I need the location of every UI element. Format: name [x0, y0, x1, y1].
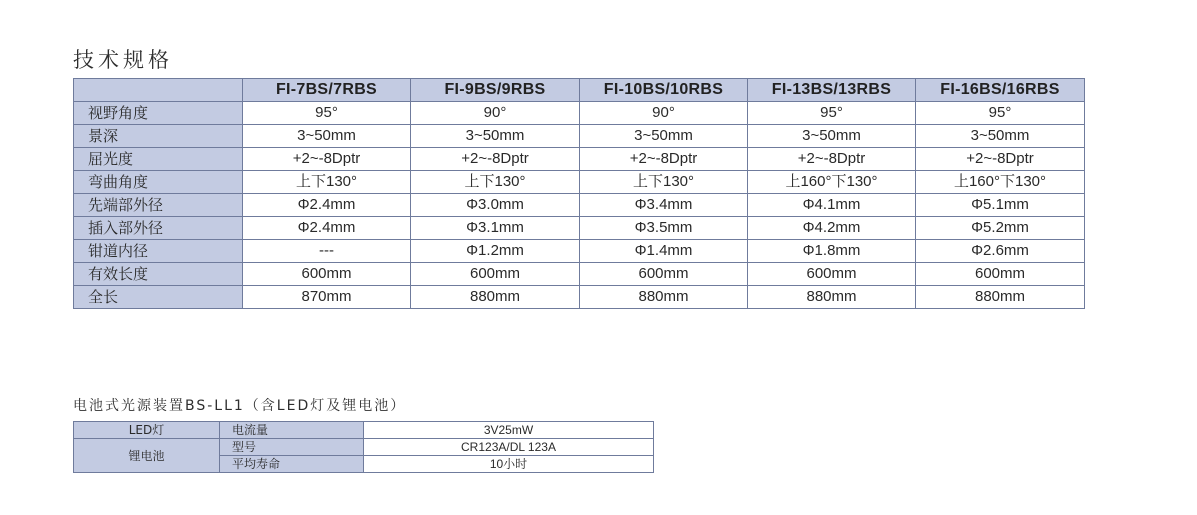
spec-cell: 90° [580, 102, 748, 125]
row-label: 全长 [74, 286, 243, 309]
spec-cell: 600mm [580, 263, 748, 286]
spec-cell: --- [243, 240, 411, 263]
spec-cell: 880mm [411, 286, 580, 309]
row-label: 电流量 [220, 422, 364, 439]
spec-cell: Φ3.0mm [411, 194, 580, 217]
spec-header-corner [74, 79, 243, 102]
spec-cell: 3~50mm [580, 125, 748, 148]
spec-cell: 95° [916, 102, 1085, 125]
spec-cell: 3~50mm [411, 125, 580, 148]
model-header: FI-9BS/9RBS [411, 79, 580, 102]
spec-table [73, 78, 1085, 309]
spec-cell: 600mm [748, 263, 916, 286]
battery-label: 锂电池 [74, 439, 220, 473]
row-label: 型号 [220, 439, 364, 456]
spec-cell: Φ2.4mm [243, 194, 411, 217]
spec-cell: 870mm [243, 286, 411, 309]
spec-cell: Φ3.5mm [580, 217, 748, 240]
spec-cell: 上下130° [580, 171, 748, 194]
spec-cell: Φ1.2mm [411, 240, 580, 263]
table-row [74, 240, 1085, 263]
spec-cell: Φ4.2mm [748, 217, 916, 240]
spec-cell: Φ1.8mm [748, 240, 916, 263]
page-title: 技术规格 [73, 48, 173, 72]
row-label: 弯曲角度 [74, 171, 243, 194]
spec-cell: +2~-8Dptr [243, 148, 411, 171]
row-label: 景深 [74, 125, 243, 148]
spec-cell: 上160°下130° [916, 171, 1085, 194]
model-header: FI-10BS/10RBS [580, 79, 748, 102]
spec-cell: 3~50mm [243, 125, 411, 148]
spec-header-row [74, 79, 1085, 102]
spec-cell: Φ4.1mm [748, 194, 916, 217]
table-row [74, 125, 1085, 148]
row-label: 平均寿命 [220, 456, 364, 473]
table-row [74, 171, 1085, 194]
spec-cell: Φ1.4mm [580, 240, 748, 263]
spec-cell: Φ5.1mm [916, 194, 1085, 217]
spec-cell: Φ5.2mm [916, 217, 1085, 240]
spec-cell: +2~-8Dptr [580, 148, 748, 171]
spec-cell: 880mm [580, 286, 748, 309]
spec-cell: +2~-8Dptr [411, 148, 580, 171]
spec-cell: Φ3.1mm [411, 217, 580, 240]
light-source-title: 电池式光源装置BS-LL1（含LED灯及锂电池） [73, 398, 407, 414]
spec-cell: 上下130° [411, 171, 580, 194]
spec-cell: 600mm [243, 263, 411, 286]
table-row [74, 194, 1085, 217]
spec-cell: 3V25mW [364, 422, 654, 439]
spec-cell: 上下130° [243, 171, 411, 194]
model-header: FI-13BS/13RBS [748, 79, 916, 102]
led-label: LED灯 [74, 422, 220, 439]
table-row [74, 102, 1085, 125]
table-row [74, 286, 1085, 309]
spec-cell: 600mm [411, 263, 580, 286]
spec-cell: Φ3.4mm [580, 194, 748, 217]
row-label: 视野角度 [74, 102, 243, 125]
spec-cell: 880mm [916, 286, 1085, 309]
light-source-table [73, 421, 654, 473]
row-label: 钳道内径 [74, 240, 243, 263]
row-label: 先端部外径 [74, 194, 243, 217]
table-row [74, 217, 1085, 240]
spec-cell: 3~50mm [916, 125, 1085, 148]
model-header: FI-7BS/7RBS [243, 79, 411, 102]
spec-cell: CR123A/DL 123A [364, 439, 654, 456]
spec-cell: +2~-8Dptr [916, 148, 1085, 171]
spec-cell: 上160°下130° [748, 171, 916, 194]
spec-cell: 95° [243, 102, 411, 125]
row-label: 插入部外径 [74, 217, 243, 240]
spec-cell: 90° [411, 102, 580, 125]
table-row [74, 148, 1085, 171]
spec-cell: Φ2.6mm [916, 240, 1085, 263]
spec-cell: 880mm [748, 286, 916, 309]
row-label: 有效长度 [74, 263, 243, 286]
table-row [74, 422, 654, 439]
spec-cell: Φ2.4mm [243, 217, 411, 240]
spec-cell: 95° [748, 102, 916, 125]
spec-cell: 10小时 [364, 456, 654, 473]
table-row [74, 263, 1085, 286]
table-row [74, 439, 654, 456]
row-label: 屈光度 [74, 148, 243, 171]
model-header: FI-16BS/16RBS [916, 79, 1085, 102]
spec-cell: 3~50mm [748, 125, 916, 148]
spec-cell: 600mm [916, 263, 1085, 286]
spec-cell: +2~-8Dptr [748, 148, 916, 171]
